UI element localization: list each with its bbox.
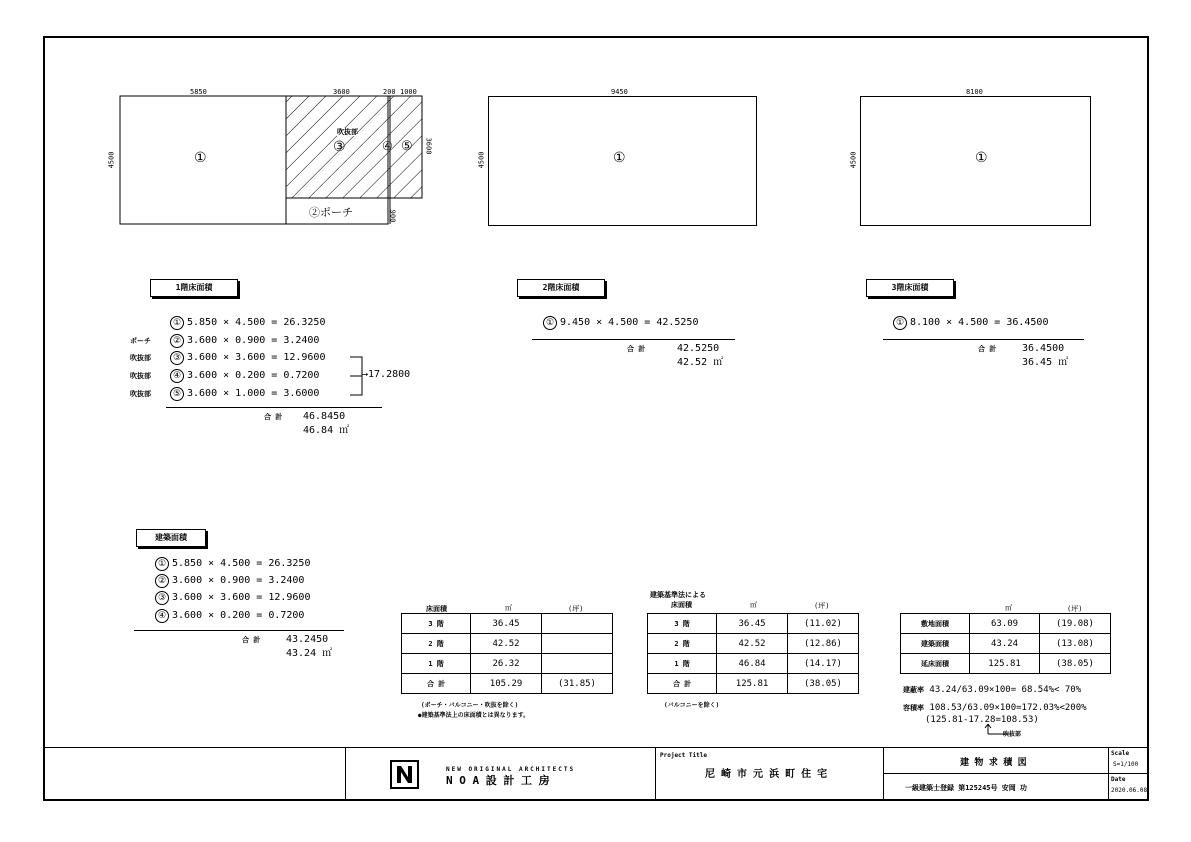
table-row: 建築面積 43.24 (13.08) [901, 634, 1111, 654]
f1-room3-label: 吹抜部 [337, 128, 358, 136]
t1-header-0: 床面積 [426, 605, 447, 613]
frame-right [1147, 36, 1149, 801]
floor2-area-title: 2階床面積 [517, 279, 605, 297]
f2-dim-w: 9450 [611, 88, 628, 96]
ratio2-note: 吹抜部 [1003, 731, 1022, 738]
f3-dim-h: 4500 [849, 151, 858, 169]
ratio1: 建蔽率 43.24/63.09×100= 68.54%< 70% [903, 685, 1082, 695]
f1-row3: 吹抜部 ③ 3.600 × 3.600 = 12.9600 [130, 352, 326, 363]
f2-total-m2: 42.52 ㎡ [677, 357, 724, 368]
frame-top [43, 36, 1149, 38]
f1-row5: 吹抜部 ⑤ 3.600 × 1.000 = 3.6000 [130, 388, 320, 399]
table-row: 延床面積 125.81 (38.05) [901, 654, 1111, 674]
f3-total-label: 合 計 [978, 345, 997, 353]
ba-row2: ② 3.600 × 0.900 = 3.2400 [155, 574, 304, 588]
table-row: 2 階 42.52 [402, 634, 613, 654]
f2-total-label: 合 計 [627, 345, 646, 353]
ba-total: 43.2450 [286, 634, 329, 645]
t1-note-1: ●建築基準法上の床面積とは異なります。 [418, 712, 530, 719]
t1-header-2: (坪) [568, 605, 584, 613]
f1-dim-h3: 900 [388, 209, 397, 223]
f1-total-label: 合 計 [264, 413, 283, 421]
tb-hline1 [883, 773, 1147, 774]
date-value: 2020.06.08 [1111, 787, 1148, 794]
building-area-title: 建築面積 [136, 529, 206, 547]
scale-value: S=1/100 [1113, 761, 1139, 768]
f1-dim-h: 4500 [107, 151, 116, 169]
t2-note-0: (バルコニーを除く) [664, 702, 720, 709]
f1-bracket-total: →17.2800 [362, 369, 411, 380]
f1-dim-w3: 200 [383, 88, 396, 96]
floor1-area-title: 1階床面積 [150, 279, 238, 297]
table-row: 3 階 36.45 [402, 614, 613, 634]
t2-header-0: 床面積 [671, 601, 692, 609]
titleblock-top-line [43, 747, 1149, 748]
table-row: 敷地面積 63.09 (19.08) [901, 614, 1111, 634]
ba-row1: ① 5.850 × 4.500 = 26.3250 [155, 557, 310, 571]
f2-row1: ① 9.450 × 4.500 = 42.5250 [543, 316, 698, 330]
table1 [401, 613, 613, 694]
ratio2-sub: (125.81-17.28=108.53) [925, 715, 1039, 725]
f2-total: 42.5250 [677, 343, 720, 354]
f1-room3: ③ [333, 139, 346, 155]
ba-row4: ④ 3.600 × 0.200 = 0.7200 [155, 609, 304, 623]
t1-note-0: (ポーチ・バルコニー・吹抜を除く) [421, 702, 519, 709]
f1-room4: ④ [382, 139, 393, 153]
table-row: 3 階 36.45 (11.02) [648, 614, 859, 634]
f1-room5: ⑤ [401, 139, 413, 154]
frame-bottom [43, 799, 1149, 801]
date-label: Date [1111, 776, 1126, 783]
t2-header-2: (坪) [814, 602, 830, 610]
t3-header-0: ㎡ [1005, 604, 1012, 612]
company-en: NEW ORIGINAL ARCHITECTS [446, 766, 576, 773]
table-row: 1 階 26.32 [402, 654, 613, 674]
f3-room1: ① [975, 150, 988, 166]
t2-header-1: ㎡ [750, 601, 757, 609]
project-label: Project Title [660, 752, 707, 759]
f1-total-m2: 46.84 ㎡ [303, 425, 350, 436]
floor1-plan [100, 84, 450, 234]
table-row: 2 階 42.52 (12.86) [648, 634, 859, 654]
f1-dim-w1: 5850 [190, 88, 207, 96]
f3-row1: ① 8.100 × 4.500 = 36.4500 [893, 316, 1048, 330]
scale-label: Scale [1111, 750, 1130, 757]
f1-row2: ポーチ ② 3.600 × 0.900 = 3.2400 [130, 335, 320, 346]
f1-total-line [166, 407, 382, 408]
f1-room2: ②ポーチ [309, 206, 353, 219]
f1-row4: 吹抜部 ④ 3.600 × 0.200 = 0.7200 [130, 370, 320, 381]
f1-total: 46.8450 [303, 411, 346, 422]
tb-div2 [655, 747, 656, 800]
f1-dim-w4: 1000 [400, 88, 417, 96]
company-jp: N O A 設 計 工 房 [446, 774, 550, 787]
f2-room1: ① [613, 150, 626, 166]
t2-caption: 建築基準法による [650, 591, 706, 599]
frame-left [43, 36, 45, 801]
f2-total-line [532, 339, 735, 340]
table-row: 合 計 125.81 (38.05) [648, 674, 859, 694]
project-title: 尼 崎 市 元 浜 町 住 宅 [705, 769, 828, 780]
tb-div1 [345, 747, 346, 800]
f3-total-m2: 36.45 ㎡ [1022, 357, 1069, 368]
table3 [900, 613, 1111, 674]
table2 [647, 613, 859, 694]
table-row: 合 計 105.29 (31.85) [402, 674, 613, 694]
ba-row3: ③ 3.600 × 3.600 = 12.9600 [155, 591, 310, 605]
t1-header-1: ㎡ [505, 604, 512, 612]
ratio2: 容積率 108.53/63.09×100=172.03%<200% [903, 703, 1087, 713]
f3-dim-w: 8100 [966, 88, 983, 96]
f3-total-line [883, 339, 1084, 340]
ba-total-label: 合 計 [242, 636, 261, 644]
f1-dim-w2: 3600 [333, 88, 350, 96]
table-row: 1 階 46.84 (14.17) [648, 654, 859, 674]
floor3-area-title: 3階床面積 [866, 279, 954, 297]
f3-total: 36.4500 [1022, 343, 1065, 354]
f1-dim-h2: 3600 [424, 137, 433, 155]
ba-total-m2: 43.24 ㎡ [286, 648, 333, 659]
f1-room1: ① [194, 150, 207, 166]
drawing-title: 建 物 求 積 図 [960, 758, 1027, 768]
f1-row1: ① 5.850 × 4.500 = 26.3250 [130, 316, 325, 330]
f2-dim-h: 4500 [477, 151, 486, 169]
ba-total-line [134, 630, 344, 631]
noa-logo-icon [390, 760, 420, 790]
t3-header-1: (坪) [1067, 605, 1083, 613]
license: 一級建築士登録 第125245号 安岡 功 [905, 784, 1027, 792]
